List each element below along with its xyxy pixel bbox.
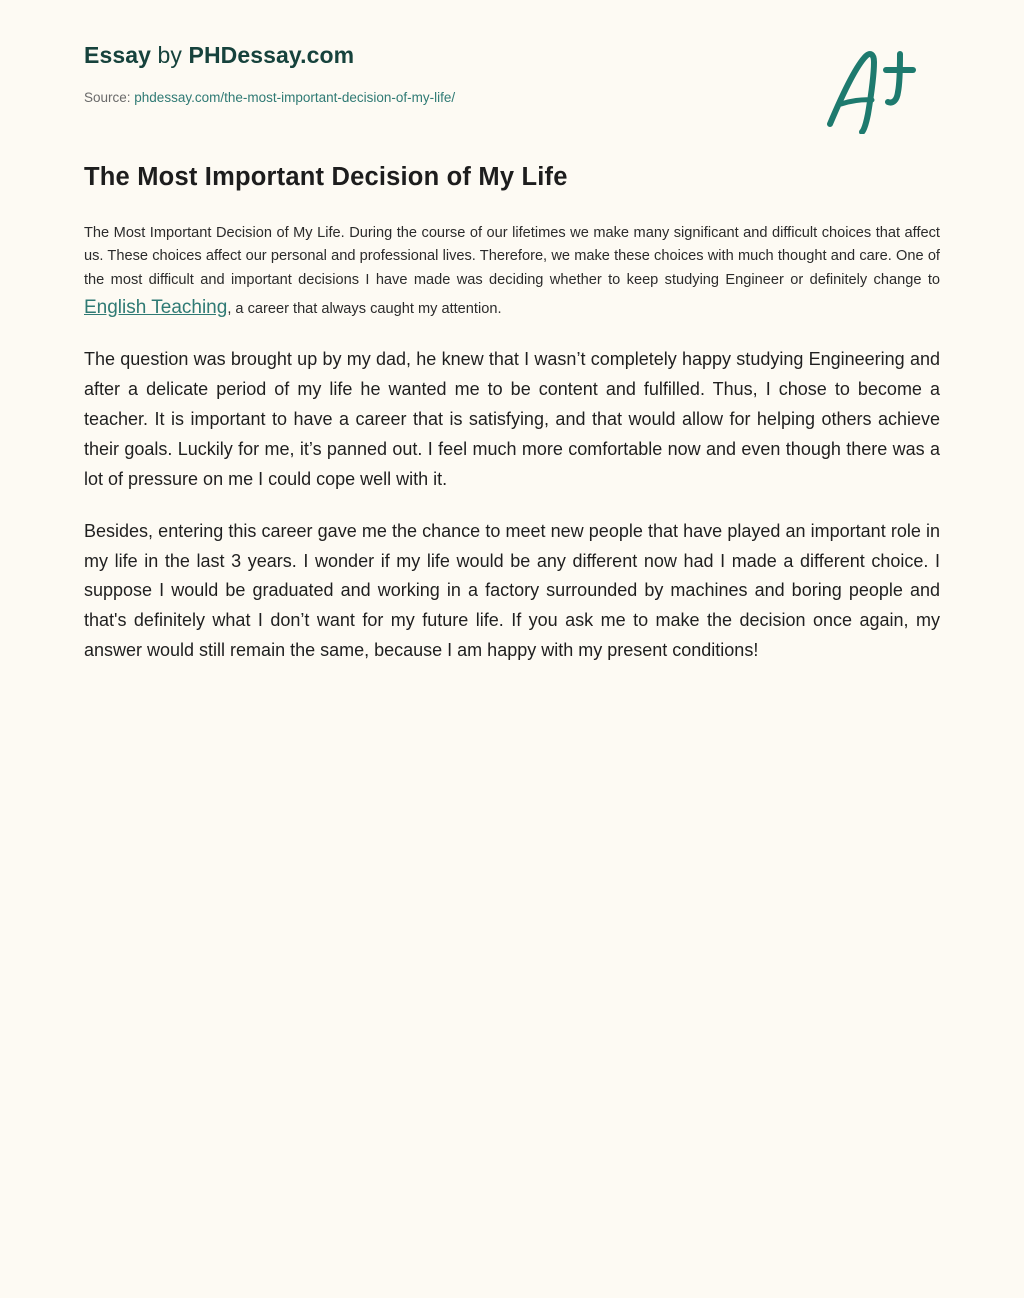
paragraph-1 bbox=[84, 222, 940, 324]
paragraph-3: Besides, entering this career gave me the chance to meet new people that have played an important role in my life in the last 3 years. I wonder if my life would be any different now had I made a different choice. I suppose I would be graduated and working in a factory surrounded by machines and boring people and that's definitely what I don’t want for my future life. If you ask me to make the decision once again, my answer would still remain the same, because I am happy with my present conditions! bbox=[84, 520, 940, 661]
page-header bbox=[0, 0, 1024, 105]
brand-by-text: by bbox=[151, 42, 189, 68]
document-body bbox=[84, 222, 940, 666]
english-teaching-link[interactable]: English Teaching bbox=[84, 296, 228, 318]
paragraph-1-text-after: , a career that always caught my attention. bbox=[227, 300, 502, 317]
paragraph-2: The question was brought up by my dad, he knew that I wasn’t completely happy studying Engineering and after a delicate period of my life he wanted me to be content and fulfilled. Thus, I chose to become a teacher. It is important to have a career that is satisfying, and that would allow for helping others achieve their goals. Luckily for me, it’s panned out. I feel much more comfortable now and even though there was a lot of pressure on me I could cope well with it. bbox=[84, 349, 940, 489]
paragraph-1-text-before: The Most Important Decision of My Life. During the course of our lifetimes we make many significant and difficult choices that affect us. These choices affect our personal and professional lives. Therefore, we make these choices with much thought and care. One of the most difficult and important decisions I have made was deciding whether to keep studying Engineer or definitely change to bbox=[84, 224, 940, 288]
a-plus-logo-icon bbox=[824, 48, 920, 134]
source-label: Source: bbox=[84, 89, 135, 105]
brand-site-text: PHDessay.com bbox=[188, 42, 355, 68]
source-line bbox=[84, 90, 940, 105]
brand-title bbox=[84, 42, 940, 70]
source-url-link[interactable]: phdessay.com/the-most-important-decision-of-my-life/ bbox=[134, 89, 456, 105]
page-title: The Most Important Decision of My Life bbox=[84, 162, 568, 191]
brand-essay-text: Essay bbox=[84, 42, 152, 68]
